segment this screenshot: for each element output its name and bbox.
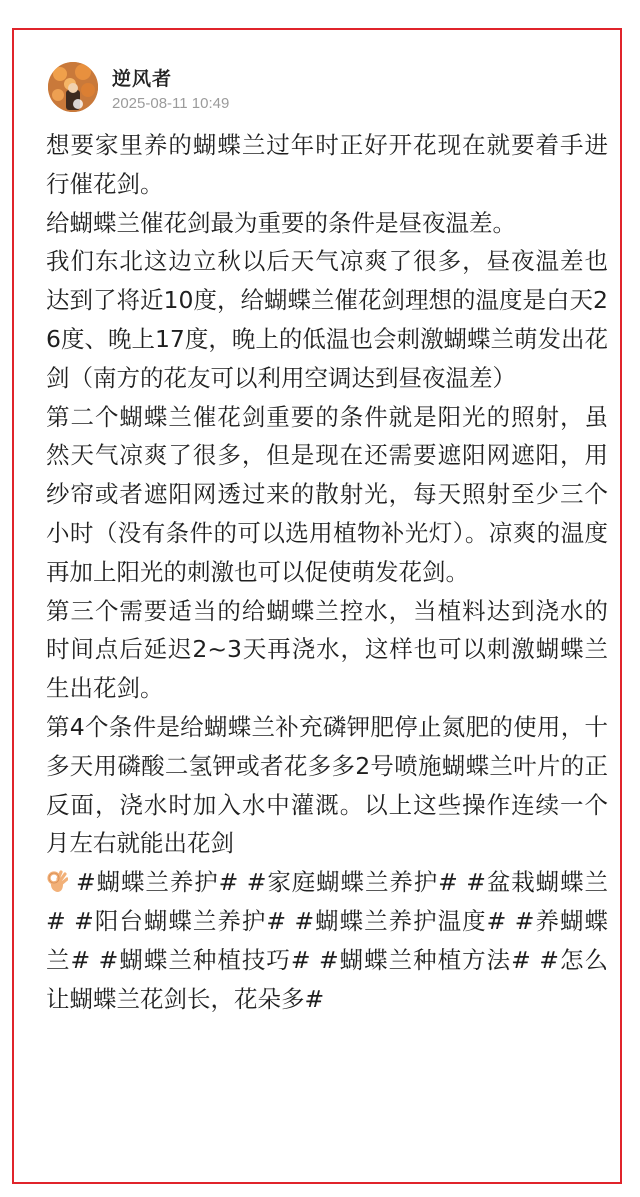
hashtag-line (46, 863, 608, 1018)
paragraph: 第三个需要适当的给蝴蝶兰控水，当植料达到浇水的时间点后延迟2~3天再浇水，这样也可以刺激蝴蝶兰生出花剑。 (46, 596, 608, 703)
hashtags[interactable]: #蝴蝶兰养护# #家庭蝴蝶兰养护# #盆栽蝴蝶兰# #阳台蝴蝶兰养护# #蝴蝶兰养护温度# #养蝴蝶兰# #蝴蝶兰种植技巧# #蝴蝶兰种植方法# #怎么让蝴蝶兰花剑长，花朵多# (46, 868, 608, 1013)
post-timestamp: 2025-08-11 10:49 (112, 95, 230, 112)
ok-hand-icon (46, 867, 68, 891)
post-header (48, 62, 608, 122)
post-content (46, 126, 608, 1018)
author-name[interactable]: 逆风者 (112, 68, 173, 90)
paragraph: 想要家里养的蝴蝶兰过年时正好开花现在就要着手进行催花剑。 (46, 131, 608, 198)
paragraph: 给蝴蝶兰催花剑最为重要的条件是昼夜温差。 (46, 208, 516, 237)
paragraph: 第二个蝴蝶兰催花剑重要的条件就是阳光的照射，虽然天气凉爽了很多，但是现在还需要遮阳网遮阳，用纱帘或者遮阳网透过来的散射光，每天照射至少三个小时（没有条件的可以选用植物补光灯）。凉爽的温度再加上阳光的刺激也可以促使萌发花剑。 (46, 402, 608, 586)
paragraph: 我们东北这边立秋以后天气凉爽了很多，昼夜温差也达到了将近10度，给蝴蝶兰催花剑理想的温度是白天26度、晚上17度，晚上的低温也会刺激蝴蝶兰萌发出花剑（南方的花友可以利用空调达到昼夜温差） (46, 247, 608, 392)
avatar[interactable] (48, 62, 98, 112)
paragraph: 第4个条件是给蝴蝶兰补充磷钾肥停止氮肥的使用，十多天用磷酸二氢钾或者花多多2号喷施蝴蝶兰叶片的正反面，浇水时加入水中灌溉。以上这些操作连续一个月左右就能出花剑 (46, 712, 608, 858)
avatar-image (48, 62, 98, 112)
